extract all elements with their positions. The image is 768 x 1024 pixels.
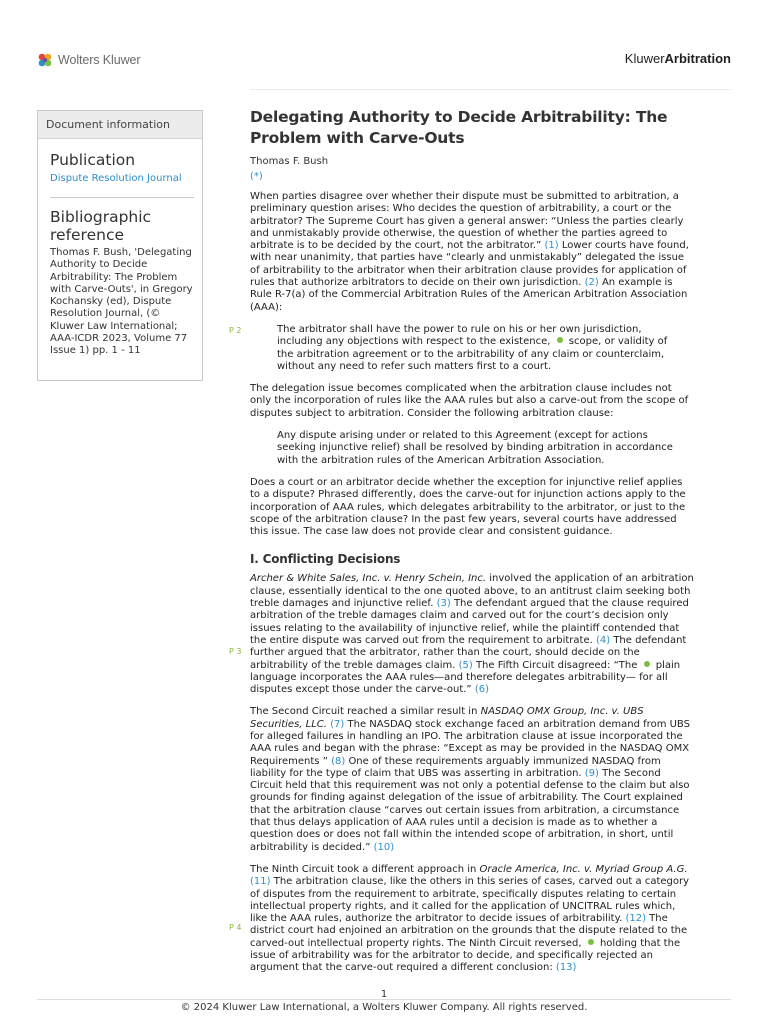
footnote-link[interactable]: (5) — [458, 659, 473, 671]
section-heading: I. Conflicting Decisions — [250, 552, 401, 567]
document-info-heading: Document information — [38, 111, 202, 139]
header-divider — [250, 89, 731, 90]
footnote-link[interactable]: (7) — [330, 718, 345, 730]
paragraph — [250, 573, 695, 696]
publication-link[interactable]: Dispute Resolution Journal — [50, 173, 182, 184]
article-author: Thomas F. Bush — [250, 156, 329, 167]
wolters-kluwer-emblem-icon — [37, 52, 53, 68]
author-footnote-link[interactable]: (*) — [250, 171, 263, 182]
article-title: Delegating Authority to Decide Arbitrability: The Problem with Carve-Outs — [250, 108, 668, 147]
annotation-dot-icon[interactable] — [588, 939, 594, 945]
paragraph-text: The arbitration clause, like the others in this series of cases, carved out a category of disputes from the requirement to arbitrate, specifically disputes relating to certain intellectual property rights, and it called for the application of UNCITRAL rules which, like the AAA rules, authorize the arbitrator to decide issues of arbitrability. — [250, 876, 690, 925]
case-name: NASDAQ OMX Group, Inc. v. UBS Securities, LLC. — [250, 706, 644, 730]
article-content — [250, 107, 695, 985]
document-info-panel — [37, 110, 203, 381]
logo-text: Wolters Kluwer — [58, 53, 141, 67]
footer-divider — [37, 999, 731, 1000]
footnote-link[interactable]: (4) — [595, 634, 611, 646]
footnote-link[interactable]: (10) — [373, 841, 395, 853]
paragraph-text: The Second Circuit reached a similar result in — [250, 706, 478, 718]
page-number: 1 — [380, 989, 388, 1000]
paragraph: Does a court or an arbitrator decide whether the exception for injunctive relief applies to a dispute? Phrased differently, does the carve-out for injunction actions apply to the incorporation of AAA rules, which delegates arbitrability to the arbitrator, or just to the scope of the arbitration clause? In the past few years, several courts have addressed this issue. The case law does not provide clear and consistent guidance. — [250, 476, 686, 538]
paragraph-text: The NASDAQ stock exchange faced an arbitration demand from UBS for alleged failures in handling an IPO. The arbitration clause at issue incorporated the AAA rules and began with the phrase: “Except as may be provided in the NASDAQ OMX Requirements ” — [250, 718, 690, 767]
paragraph — [250, 191, 695, 314]
footnote-link[interactable]: (1) — [544, 240, 559, 252]
bibliographic-section — [50, 197, 194, 358]
wolters-kluwer-logo[interactable] — [37, 52, 140, 68]
paragraph-text: The Ninth Circuit took a different approach in — [250, 863, 477, 875]
paragraph-text: plain language incorporates the AAA rules—and therefore delegates arbitrability— for all disputes except those under the carve-out.” — [250, 659, 681, 696]
block-quote: Any dispute arising under or related to this Agreement (except for actions seeking injunctive relief) shall be resolved by binding arbitration in accordance with the arbitration rules of the American Arbitration Association. — [277, 430, 673, 466]
footnote-link[interactable]: (6) — [474, 684, 489, 696]
paragraph-text: The district court had enjoined an arbitration on the grounds that the dispute related to the carved-out intellectual property rights. The Ninth Circuit reversed, — [250, 913, 688, 949]
page-marker: P 3 — [229, 647, 242, 656]
footnote-link[interactable]: (3) — [436, 598, 451, 610]
footnote-link[interactable]: (13) — [555, 962, 577, 974]
footnote-link[interactable]: (2) — [584, 277, 599, 289]
paragraph-text: The Fifth Circuit disagreed: “The — [475, 659, 638, 671]
brand-light: Kluwer — [624, 51, 665, 66]
paragraph-text: holding that the issue of arbitrability was for the arbitrator to decide, and specifically rejected an argument that the carve-out required a different conclusion: — [250, 937, 681, 974]
copyright-notice: © 2024 Kluwer Law International, a Wolters Kluwer Company. All rights reserved. — [180, 1002, 588, 1013]
paragraph — [250, 864, 695, 975]
case-name: Archer & White Sales, Inc. v. Henry Schein, Inc. — [250, 573, 487, 585]
bibliographic-text: Thomas F. Bush, 'Delegating Authority to Decide Arbitrability: The Problem with Carve-Outs', in Gregory Kochansky (ed), Dispute Resolution Journal, (© Kluwer Law International; AAA-ICDR 2023, Volume 77 Issue 1) pp. 1 - 11 — [50, 247, 193, 357]
quote-text: The arbitrator shall have the power to rule on his or her own jurisdiction, including any objections with respect to the existence, — [277, 323, 642, 348]
footnote-link[interactable]: (12) — [625, 913, 646, 925]
case-name: Oracle America, Inc. v. Myriad Group A.G. — [479, 863, 688, 875]
publication-title: Publication — [50, 151, 136, 169]
footnote-link[interactable]: (8) — [331, 755, 346, 767]
footnote-link[interactable]: (9) — [584, 767, 599, 779]
paragraph-text: involved the application of an arbitration clause, essentially identical to the one quoted above, to an antitrust claim seeking both treble damages and injunctive relief. — [250, 573, 694, 610]
quote-text: scope, or validity of the arbitration agreement or to the arbitrability of any claim or counterclaim, without any need to refer such matters first to a court. — [277, 336, 668, 372]
page-marker: P 4 — [229, 923, 242, 932]
publication-section — [50, 139, 194, 185]
paragraph-text: When parties disagree over whether their dispute must be submitted to arbitration, a preliminary question arises: Who decides the question of arbitrability, a court or the arbitrator? The Supreme Court has given a general answer: “Unless the parties clearly and unmistakably provide otherwise, the question of whether the parties agreed to arbitrate is to be decided by the court, not the arbitrator.” — [250, 191, 684, 252]
paragraph-text: An example is Rule R-7(a) of the Commercial Arbitration Rules of the American Arbitration Association (AAA): — [250, 277, 688, 313]
brand-bold: Arbitration — [664, 51, 731, 66]
bibliographic-title: Bibliographic reference — [50, 208, 152, 244]
kluwer-arbitration-brand[interactable] — [625, 51, 731, 66]
footnote-link[interactable]: (11) — [250, 876, 271, 888]
annotation-dot-icon[interactable] — [644, 661, 650, 667]
paragraph: The delegation issue becomes complicated when the arbitration clause includes not only the incorporation of rules like the AAA rules but also a carve-out from the scope of disputes subject to arbitration. Consider the following arbitration clause: — [250, 383, 689, 419]
paragraph-text: One of these requirements arguably immunized NASDAQ from liability for the type of claim that UBS was asserting in arbitration. — [250, 755, 661, 779]
paragraph — [250, 706, 695, 854]
paragraph-text: The Second Circuit held that this requirement was not only a potential defense to the claim but also grounds for finding against delegation of the issue of arbitrability. The Court explained that the arbitration clause “carves out certain issues from arbitration, a circumstance that thus delays application of AAA rules until a decision is made as to whether a question does or does not fall within the intended scope of arbitration, in short, until arbitrability is decided.” — [250, 767, 690, 853]
annotation-dot-icon[interactable] — [557, 337, 563, 343]
paragraph-text: The defendant argued that the clause required arbitration of the treble damages claim and carved out for the court’s decision only issues relating to the availability of injunctive relief, while the plaintiff contended that the entire dispute was carved out from the requirement to arbitrate. — [250, 598, 689, 646]
paragraph-text: The defendant further argued that the arbitrator, rather than the court, should decide on the arbitrability of the treble damages claim. — [250, 634, 687, 671]
block-quote — [277, 324, 675, 373]
page-marker: P 2 — [229, 326, 242, 335]
paragraph-text: Lower courts have found, with near unanimity, that parties have “clearly and unmistakably” delegated the issue of arbitrability to the arbitrator when their arbitration clause provides for application of rules that authorize arbitrators to decide on their own jurisdiction. — [250, 240, 689, 289]
